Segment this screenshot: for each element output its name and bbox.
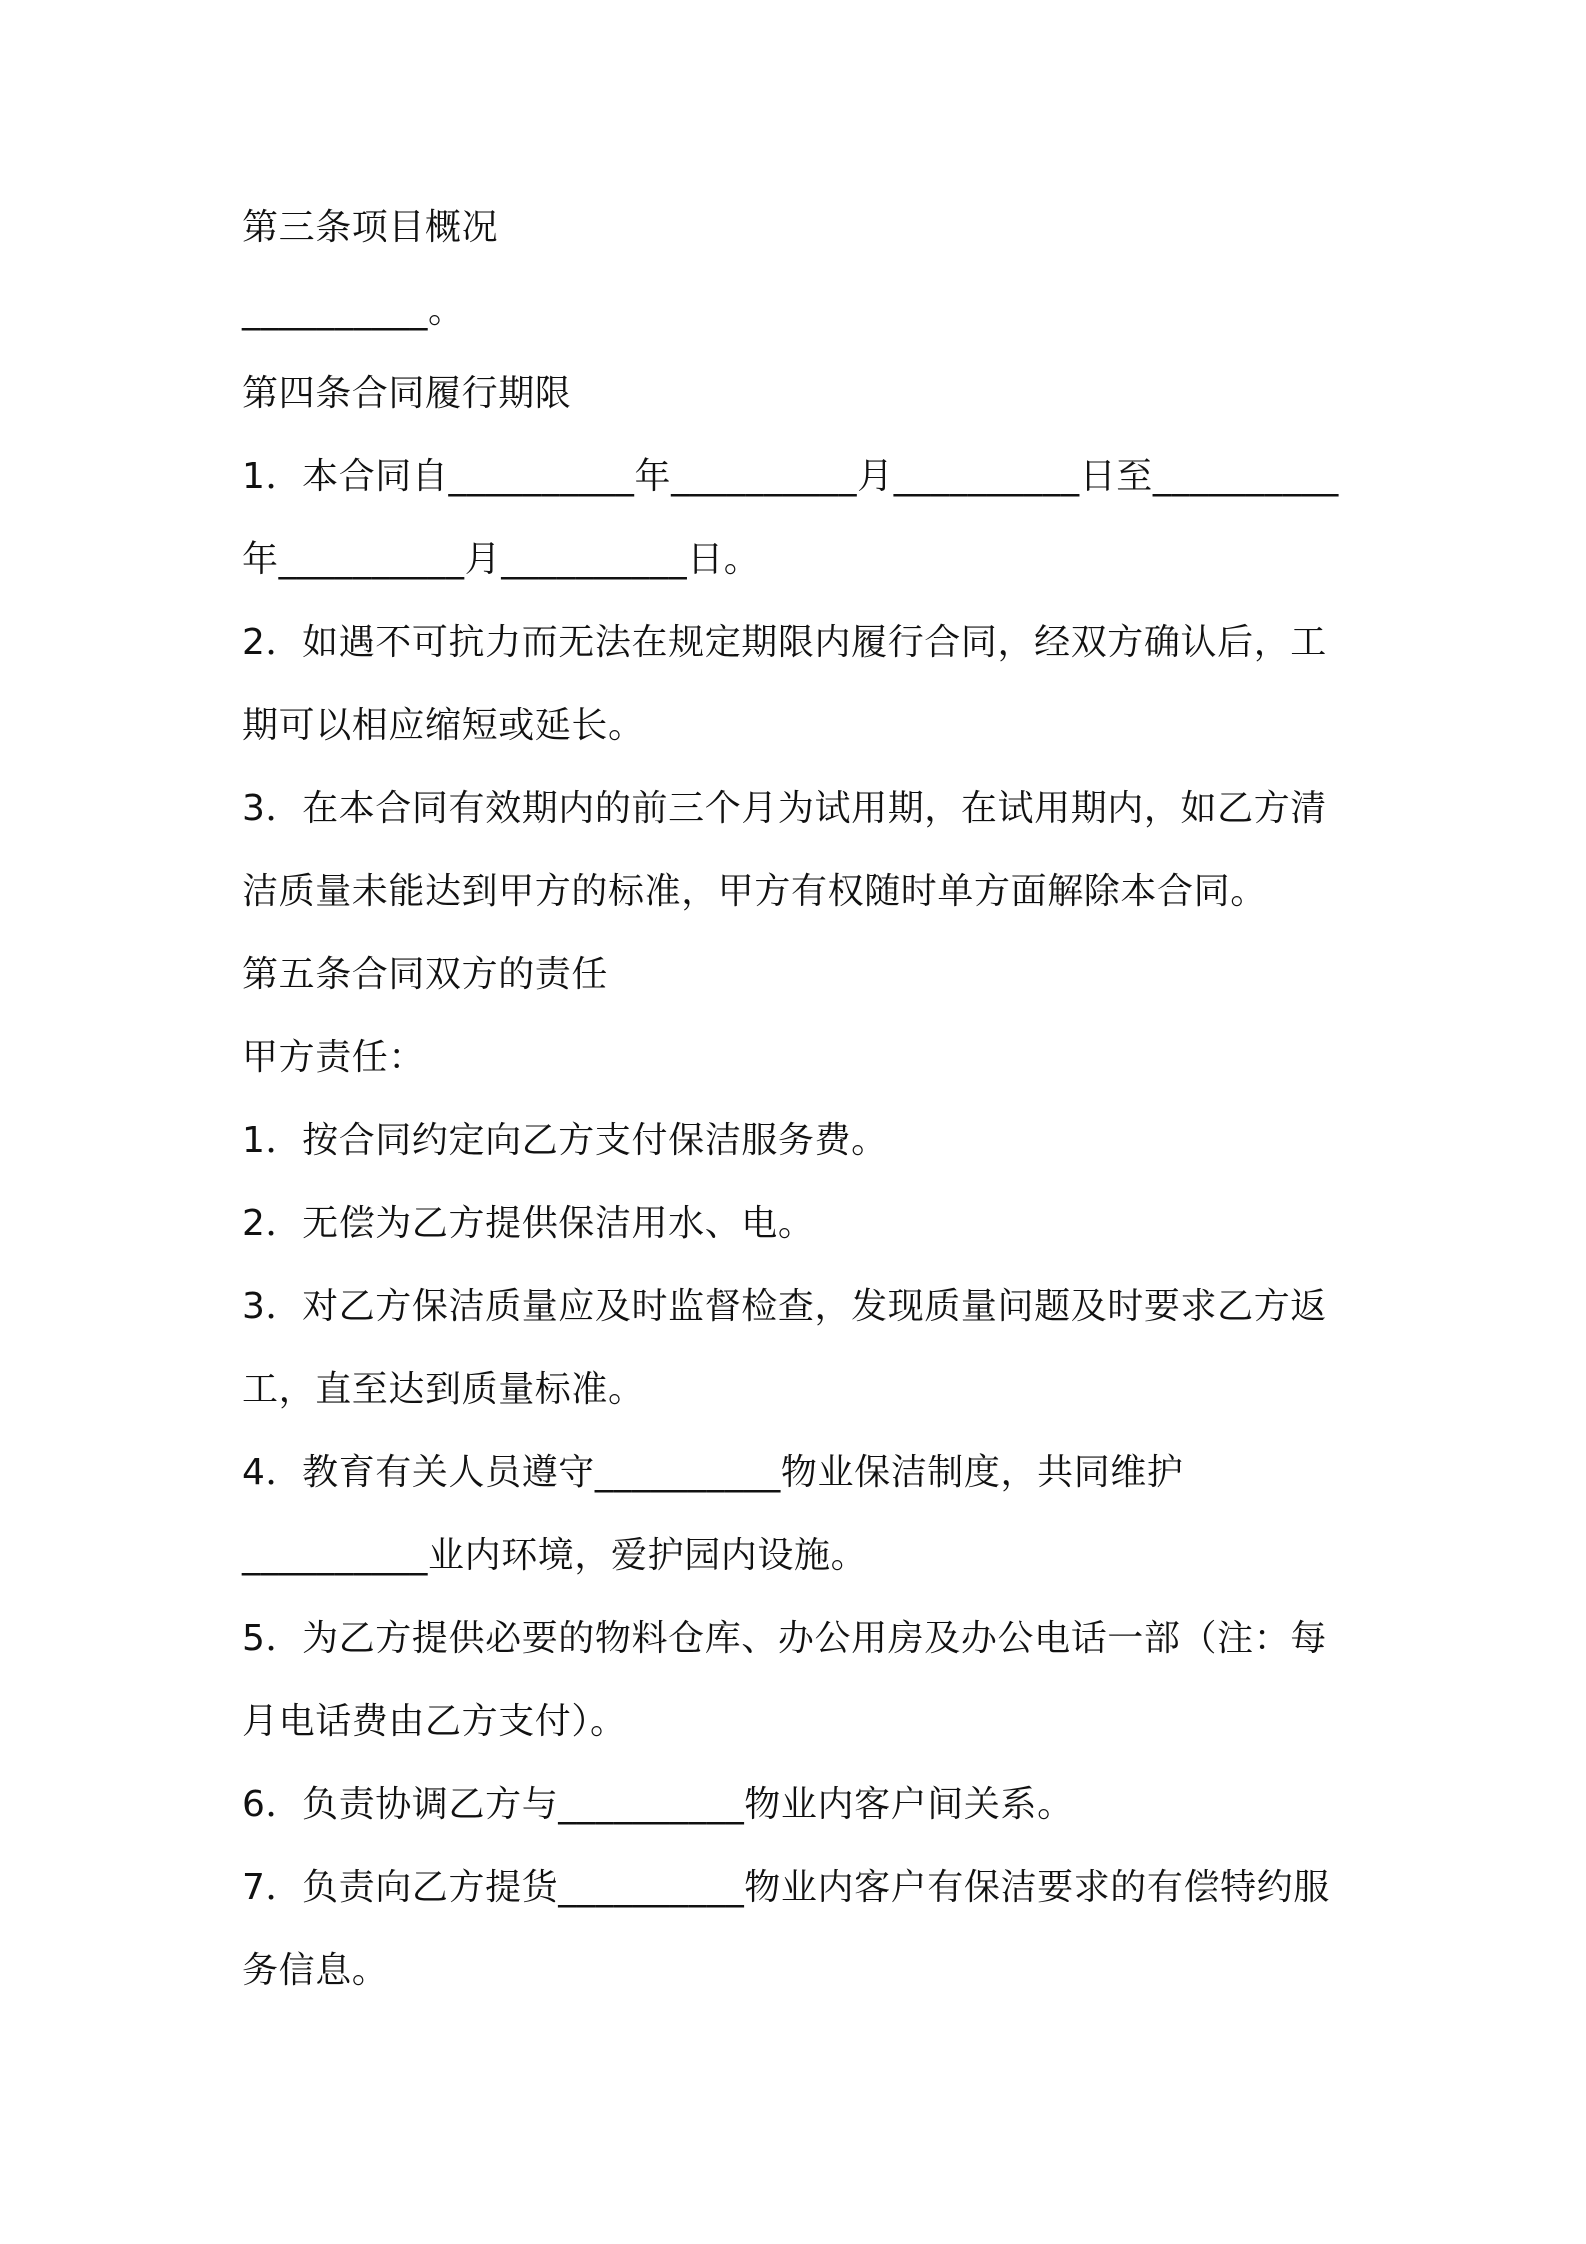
paragraph-line: 年__________月__________日。 (242, 539, 761, 580)
section-heading-5: 第五条合同双方的责任 (242, 954, 609, 995)
paragraph-line: 洁质量未能达到甲方的标准，甲方有权随时单方面解除本合同。 (242, 871, 1267, 912)
list-item: 6．负责协调乙方与__________物业内客户间关系。 (242, 1784, 1074, 1825)
subheading-party-a: 甲方责任： (242, 1037, 426, 1078)
list-item: 4．教育有关人员遵守__________物业保洁制度，共同维护 (242, 1452, 1184, 1493)
paragraph-line: 2．如遇不可抗力而无法在规定期限内履行合同，经双方确认后，工 (242, 622, 1327, 663)
section-heading-3: 第三条项目概况 (242, 207, 499, 248)
list-item-continuation: __________业内环境，爱护园内设施。 (242, 1535, 868, 1576)
list-item: 5．为乙方提供必要的物料仓库、办公用房及办公电话一部（注：每 (242, 1618, 1327, 1659)
paragraph-line: 3．在本合同有效期内的前三个月为试用期，在试用期内，如乙方清 (242, 788, 1327, 829)
paragraph-line: 1．本合同自__________年__________月__________日至__________ (242, 456, 1339, 497)
list-item: 2．无偿为乙方提供保洁用水、电。 (242, 1203, 815, 1244)
list-item: 3．对乙方保洁质量应及时监督检查，发现质量问题及时要求乙方返 (242, 1286, 1327, 1327)
list-item-continuation: 工，直至达到质量标准。 (242, 1369, 645, 1410)
list-item-continuation: 务信息。 (242, 1950, 389, 1991)
list-item-continuation: 月电话费由乙方支付）。 (242, 1701, 627, 1742)
paragraph-line: 期可以相应缩短或延长。 (242, 705, 645, 746)
list-item: 1．按合同约定向乙方支付保洁服务费。 (242, 1120, 888, 1161)
list-item: 7．负责向乙方提货__________物业内客户有保洁要求的有偿特约服 (242, 1867, 1330, 1908)
project-overview-blank: __________。 (242, 290, 465, 331)
section-heading-4: 第四条合同履行期限 (242, 373, 572, 414)
